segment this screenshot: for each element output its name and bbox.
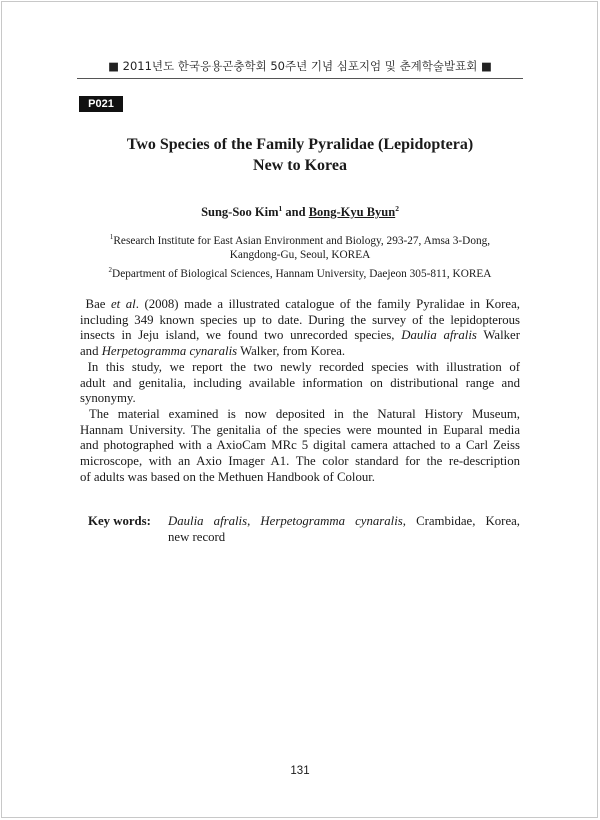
author-connector: and [282, 205, 309, 220]
title-line-2: New to Korea [253, 157, 347, 174]
abstract-p1-line-3 [80, 328, 520, 344]
keyword-rest: , Crambidae, Korea, [402, 514, 521, 528]
abstract-p3-line-4: microscope, with an Axio Imager A1. The color standard for the re-description [80, 454, 520, 469]
keyword-separator: , [247, 514, 261, 528]
abstract-p3-line-5: of adults was based on the Methuen Handbook of Colour. [80, 469, 375, 484]
abstract-p3-line-3: and photographed with a AxioCam MRc 5 digital camera attached to a Carl Zeiss [80, 438, 520, 453]
abstract-text: Walker [476, 328, 520, 343]
species-name-daulia: Daulia afralis [401, 328, 477, 343]
abstract-p3-line-1 [80, 407, 520, 423]
header-divider [77, 78, 523, 79]
affiliation-2 [80, 263, 520, 281]
affiliation-2-text: Department of Biological Sciences, Hannam University, Daejeon 305-811, KOREA [112, 267, 492, 280]
page-number: 131 [290, 765, 310, 777]
abstract-p1-line-2: including 349 known species up to date. During the survey of the lepidopterous [80, 312, 520, 327]
affiliation-1-text: Research Institute for East Asian Environment and Biology, 293-27, Amsa 3-Dong, [113, 234, 491, 247]
abstract-p2-line-2: adult and genitalia, including available information on distributional range and [80, 375, 520, 390]
paper-title [80, 134, 520, 176]
poster-id-badge: P021 [79, 96, 123, 112]
author-1-affiliation-mark: 1 [278, 204, 283, 213]
affiliations [80, 230, 520, 281]
abstract-text: Walker, from Korea. [237, 344, 346, 359]
abstract-p1-line-1 [80, 297, 520, 313]
abstract-p2-line-3: synonymy. [80, 391, 136, 406]
author-2-affiliation-mark: 2 [395, 204, 399, 213]
abstract-p1-line-4 [80, 344, 520, 360]
author-2-name: Bong-Kyu Byun [308, 205, 396, 220]
affiliation-1-continued: Kangdong-Gu, Seoul, KOREA [229, 249, 371, 262]
abstract-text: Bae [85, 297, 111, 311]
keywords-values [168, 514, 520, 530]
abstract-italic: et al [110, 297, 136, 311]
abstract-text: and [80, 344, 102, 359]
title-line-1: Two Species of the Family Pyralidae (Lepidoptera) [126, 136, 474, 153]
species-name-herpetogramma: Herpetogramma cynaralis [101, 344, 238, 359]
abstract-text: . (2008) made a illustrated catalogue of the family Pyralidae in Korea, [135, 297, 520, 311]
keywords-line-1 [88, 514, 520, 530]
affiliation-2-mark: 2 [108, 265, 113, 274]
keyword-herpetogramma-cynaralis: Herpetogramma cynaralis [260, 514, 403, 528]
abstract-text: The material examined is now deposited in the Natural History Museum, [88, 406, 520, 421]
keyword-daulia-afralis: Daulia afralis [168, 514, 248, 528]
affiliation-1 [80, 230, 520, 248]
keywords-label: Key words: [88, 514, 151, 528]
abstract-text: insects in Jeju island, we found two unrecorded species, [80, 328, 402, 343]
abstract-body [80, 297, 520, 485]
keywords-section [88, 514, 520, 545]
author-1-name: Sung-Soo Kim [201, 205, 279, 220]
abstract-text: In this study, we report the two newly recorded species with illustration of [87, 359, 520, 374]
abstract-p3-line-2: Hannam University. The genitalia of the species were mounted in Euparal media [80, 422, 520, 437]
abstract-p2-line-1 [80, 360, 520, 376]
author-list [80, 204, 520, 220]
keywords-line-2: new record [168, 529, 226, 544]
affiliation-1-mark: 1 [109, 233, 114, 241]
conference-header: ■ 2011년도 한국응용곤충학회 50주년 기념 심포지엄 및 춘계학술발표회 ■ [108, 59, 492, 73]
